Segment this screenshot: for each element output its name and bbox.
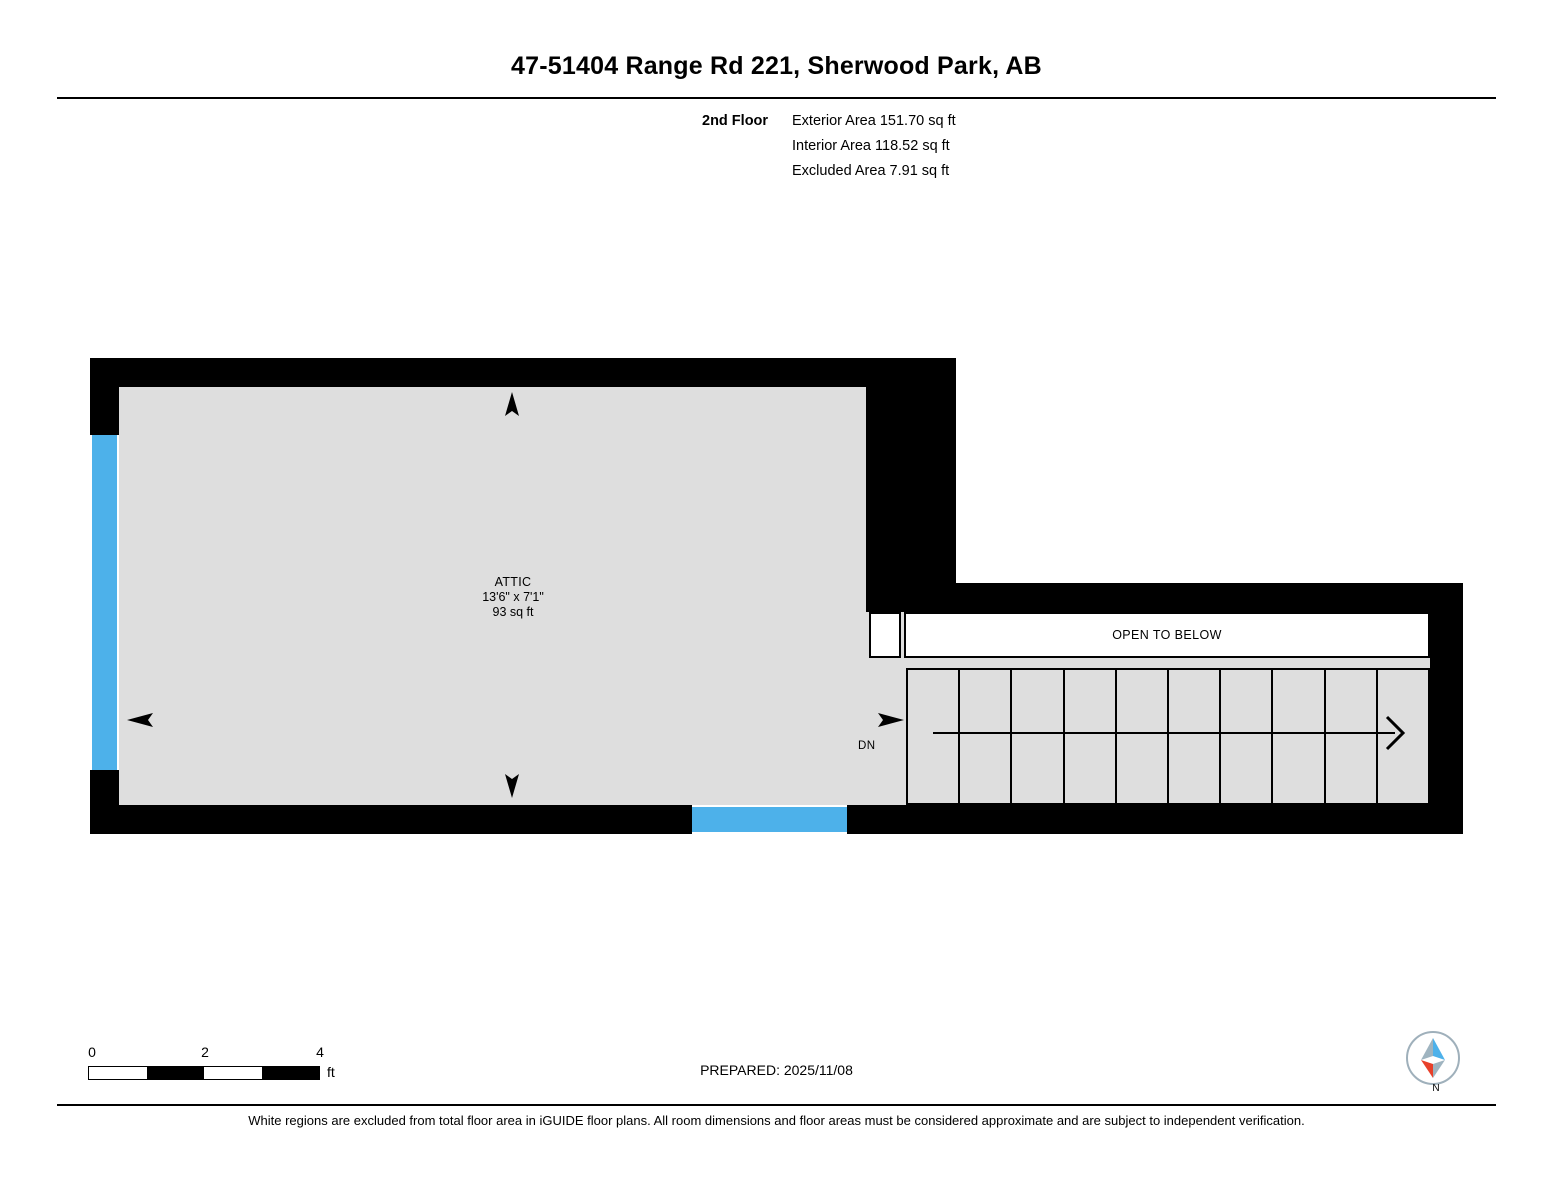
scale-tick-4: 4 (316, 1044, 324, 1060)
room-dimensions: 13'6" x 7'1" (482, 590, 544, 604)
scale-unit-label: ft (327, 1064, 335, 1080)
disclaimer-text: White regions are excluded from total floor area in iGUIDE floor plans. All room dimensions and floor areas must be considered approximate and are subject to independent verification. (248, 1113, 1305, 1128)
open-to-below-region (904, 612, 1430, 658)
window-south (692, 805, 847, 834)
arrow-down-icon (503, 772, 521, 798)
stair-tread (1273, 670, 1325, 803)
open-to-below-label: OPEN TO BELOW (1112, 628, 1222, 642)
room-label-attic (413, 575, 613, 620)
exterior-area-text: Exterior Area 151.70 sq ft (792, 113, 956, 129)
prepared-date: PREPARED: 2025/11/08 (700, 1062, 853, 1078)
stair-tread (908, 670, 960, 803)
stair-tread (1117, 670, 1169, 803)
stair-tread (1065, 670, 1117, 803)
excluded-area-text: Excluded Area 7.91 sq ft (792, 163, 950, 179)
room-name: ATTIC (494, 575, 532, 589)
arrow-up-icon (503, 392, 521, 418)
stair-treads (906, 668, 1430, 805)
stair-tread (1326, 670, 1378, 803)
arrow-left-icon (127, 710, 155, 730)
stair-direction-arrow-icon (1384, 714, 1406, 752)
page-title: 47-51404 Range Rd 221, Sherwood Park, AB (511, 52, 1042, 80)
stair-tread (1221, 670, 1273, 803)
stair-tread (1012, 670, 1064, 803)
scale-tick-2: 2 (201, 1044, 209, 1060)
stair-direction-line (933, 732, 1395, 734)
window-west (90, 435, 119, 770)
scale-tick-0: 0 (88, 1044, 96, 1060)
room-area: 93 sq ft (492, 605, 534, 619)
stairs-dn-label: DN (858, 740, 876, 752)
footer-divider (57, 1104, 1496, 1106)
open-to-below-notch (869, 612, 901, 658)
compass-north-label: N (1432, 1083, 1440, 1094)
stair-tread (960, 670, 1012, 803)
arrow-right-icon (876, 710, 904, 730)
floor-label: 2nd Floor (702, 113, 769, 129)
compass-rose-icon (1405, 1030, 1461, 1086)
stair-tread (1169, 670, 1221, 803)
interior-area-text: Interior Area 118.52 sq ft (792, 138, 950, 154)
